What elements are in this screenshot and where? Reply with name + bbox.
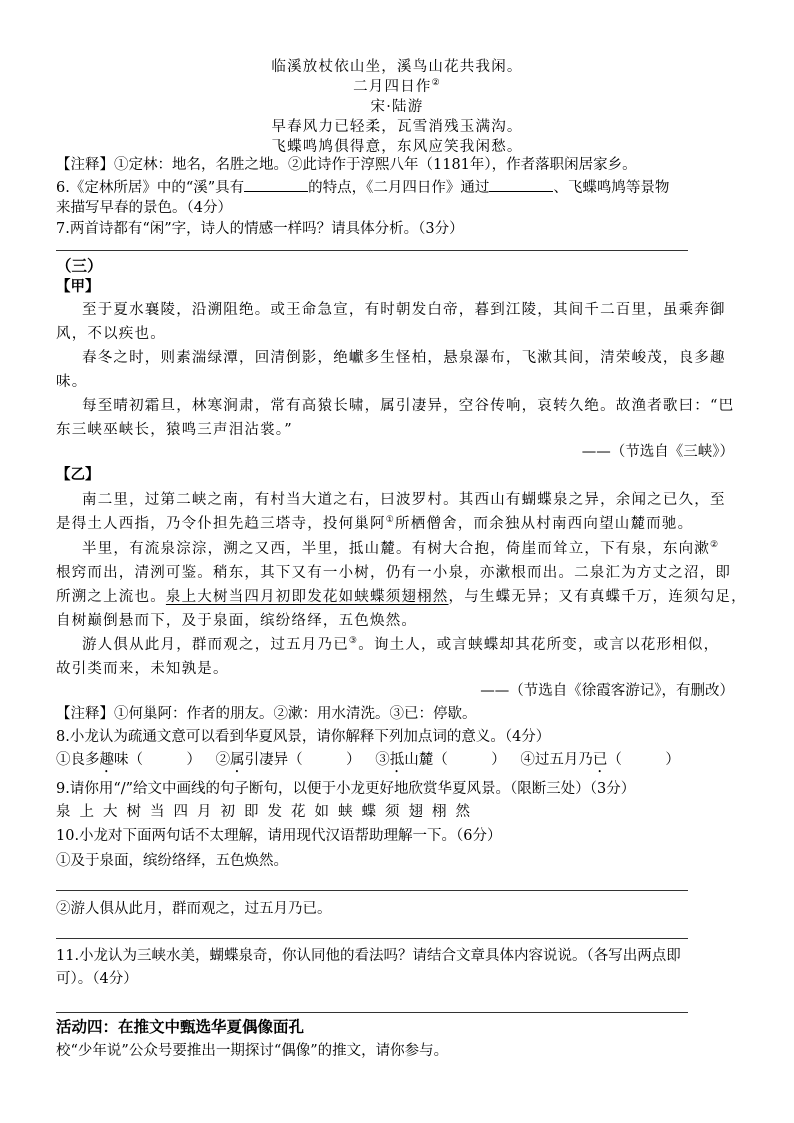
question-8: 8.小龙认为疏通文意可以看到华夏风景，请你解释下列加点词的意义。（4分） xyxy=(56,729,551,745)
question-6-line2: 来描写早春的景色。（4分） xyxy=(56,200,232,216)
jia-source: ——（节选自《三峡》） xyxy=(581,444,734,460)
q8-items xyxy=(56,750,680,776)
q8-item-4-pre: ④过五月乃 xyxy=(520,752,593,768)
q8-item-3-dotted: 抵 xyxy=(389,752,405,768)
poem1-last-line: 临溪放杖依山坐，溪鸟山花共我闲。 xyxy=(271,59,523,75)
poem2-line2: 飞蝶鸣鸠俱得意，东风应笑我闲愁。 xyxy=(271,139,523,155)
underlined-sentence: 泉上大树当四月初即发花如蛱蝶须翅栩然 xyxy=(165,589,449,605)
poem2-title-note: ② xyxy=(431,78,441,89)
q6-blank-1[interactable] xyxy=(244,177,308,192)
q10-sentence-1: ①及于泉面，缤纷络绎，五色焕然。 xyxy=(56,853,288,869)
q6-part1: 6.《定林所居》中的“溪”具有 xyxy=(56,180,245,196)
q8-item-4-post: （ ） xyxy=(607,752,680,768)
question-11-line2: 可）。（4分） xyxy=(56,971,138,987)
yi-p2-line1 xyxy=(82,539,719,559)
jia-p1-line2: 风，不以疾也。 xyxy=(56,326,166,342)
poem-notes: 【注释】①定林：地名，名胜之地。②此诗作于淳熙八年（1181年），作者落职闲居家乡。 xyxy=(56,157,637,173)
yi-p3-line2: 故引类而来，未知孰是。 xyxy=(56,661,229,677)
q8-item-2-post: 引凄异（ ） xyxy=(244,752,361,768)
note-ref-1: ① xyxy=(385,515,395,526)
yi-p2-line2: 根窍而出，清洌可鉴。稍东，其下又有一小树，仍有一小泉，亦漱根而出。二泉汇为方丈之沼，即 xyxy=(56,565,732,581)
passage-jia-label: 【甲】 xyxy=(56,278,100,295)
question-9: 9.请你用“/”给文中画线的句子断句，以便于小龙更好地欣赏华夏风景。（限断三处）（3分） xyxy=(56,781,636,797)
q6-part3: 、飞蝶鸣鸠等景物 xyxy=(553,180,670,196)
yi-p2-line3-b: ，与生蝶无异；又有真蝶千万，连须勾足， xyxy=(448,589,747,605)
note-ref-2: ② xyxy=(710,540,720,551)
q6-part2: 的特点，《二月四日作》通过 xyxy=(308,180,490,196)
activity-4-intro: 校“少年说”公众号要推出一期探讨“偶像”的推文，请你参与。 xyxy=(56,1043,449,1059)
yi-p1-line1: 南二里，过第二峡之南，有村当大道之右，曰波罗村。其西山有蝴蝶泉之异，余闻之已久，至 xyxy=(82,492,726,508)
q6-blank-2[interactable] xyxy=(489,177,553,192)
poem2-title xyxy=(0,77,794,97)
q8-item-1-dotted: 趣 xyxy=(99,752,114,768)
poem2-author: 宋·陆游 xyxy=(370,99,424,115)
answer-line-q10-1[interactable] xyxy=(56,890,688,891)
poem2-line1: 早春风力已轻柔，瓦雪消残玉满沟。 xyxy=(271,119,523,135)
yi-p1-line2-a: 是得土人西指，乃令仆担先趋三塔寺，投何巢阿 xyxy=(56,516,386,532)
q8-item-1[interactable] xyxy=(56,752,201,768)
answer-line-q10-2[interactable] xyxy=(56,938,688,939)
yi-notes: 【注释】①何巢阿：作者的朋友。②漱：用水清洗。③已：停歇。 xyxy=(56,706,477,722)
yi-p2-line1-a: 半里，有流泉淙淙，溯之又西，半里，抵山麓。有树大合抱，倚崖而耸立，下有泉，东向漱 xyxy=(82,541,710,557)
yi-source: ——（节选自《徐霞客游记》，有删改） xyxy=(480,683,734,699)
q8-item-3[interactable] xyxy=(375,752,506,768)
yi-p2-line4: 自树巅倒悬而下，及于泉面，缤纷络绎，五色焕然。 xyxy=(56,613,418,629)
yi-p2-line3 xyxy=(56,587,747,607)
q8-item-4-dotted: 已 xyxy=(592,752,608,768)
q8-item-2-dotted: 属 xyxy=(230,752,245,768)
activity-4-title: 活动四：在推文中甄选华夏偶像面孔 xyxy=(56,1017,305,1036)
passage-yi-label: 【乙】 xyxy=(56,466,100,483)
q8-item-2-pre: ② xyxy=(215,752,231,768)
answer-line-q7[interactable] xyxy=(56,250,688,251)
question-10: 10.小龙对下面两句话不太理解，请用现代汉语帮助理解一下。（6分） xyxy=(56,828,502,844)
answer-line-q11[interactable] xyxy=(56,1012,688,1013)
question-11-line1: 11.小龙认为三峡水美，蝴蝶泉奇，你认同他的看法吗？请结合文章具体内容说说。（各写出两点即 xyxy=(56,948,681,964)
question-7: 7.两首诗都有“闲”字，诗人的情感一样吗？请具体分析。（3分） xyxy=(56,221,464,237)
question-6-line1 xyxy=(56,177,669,198)
q8-item-3-post: 山麓（ ） xyxy=(404,752,506,768)
section-heading: （三） xyxy=(56,256,103,275)
yi-p3-line1-a: 游人俱从此月，群而观之，过五月乃已 xyxy=(82,637,349,653)
yi-p3-line1 xyxy=(82,635,719,655)
q8-item-4[interactable] xyxy=(520,752,680,768)
poem2-title-text: 二月四日作 xyxy=(353,79,432,95)
q8-item-3-pre: ③ xyxy=(375,752,390,768)
jia-p1-line1: 至于夏水襄陵，沿溯阻绝。或王命急宣，有时朝发白帝，暮到江陵，其间千二百里，虽乘奔御 xyxy=(82,302,726,318)
jia-p2-line1: 春冬之时，则素湍绿潭，回清倒影，绝巘多生怪柏，悬泉瀑布，飞漱其间，清荣峻茂，良多趣 xyxy=(82,350,726,366)
q8-item-1-post: 味（ ） xyxy=(114,752,201,768)
jia-p3-line2: 东三峡巫峡长，猿鸣三声泪沾裳。” xyxy=(56,422,293,438)
yi-p2-line3-a: 所溯之上流也。 xyxy=(56,589,166,605)
q9-sentence[interactable]: 泉上大树当四月初即发花如蛱蝶须翅栩然 xyxy=(56,804,479,820)
q8-item-2[interactable] xyxy=(216,752,361,768)
jia-p3-line1: 每至晴初霜旦，林寒涧肃，常有高猿长啸，属引凄异，空谷传响，哀转久绝。故渔者歌曰：“巴 xyxy=(82,398,735,414)
yi-p1-line2 xyxy=(56,514,693,534)
jia-p2-line2: 味。 xyxy=(56,374,88,390)
yi-p3-line1-b: 。询土人，或言蛱蝶却其花所变，或言以花形相似， xyxy=(358,637,720,653)
yi-p1-line2-b: 所栖僧舍，而余独从村南西向望山麓而驰。 xyxy=(394,516,694,532)
note-ref-3: ③ xyxy=(348,636,359,647)
q10-sentence-2: ②游人俱从此月，群而观之，过五月乃已。 xyxy=(56,901,332,917)
q8-item-1-pre: ①良多 xyxy=(56,752,100,768)
